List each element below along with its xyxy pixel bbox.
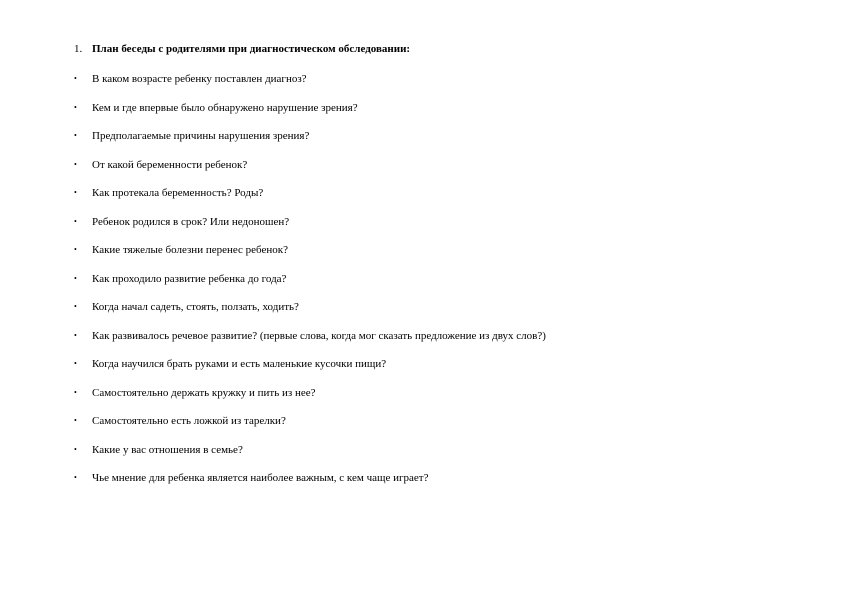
question-list (74, 73, 546, 501)
question-text: Когда научился брать руками и есть маленькие кусочки пищи? (92, 358, 387, 370)
bullet-icon: • (74, 387, 77, 397)
list-item (74, 159, 546, 188)
list-item (74, 358, 546, 387)
bullet-icon: • (74, 444, 77, 454)
question-text: Самостоятельно есть ложкой из тарелки? (92, 415, 286, 427)
bullet-icon: • (74, 473, 77, 482)
list-item (74, 273, 546, 302)
list-item (74, 187, 546, 216)
question-text: Ребенок родился в срок? Или недоношен? (92, 215, 290, 228)
list-item (74, 415, 546, 444)
list-item (74, 330, 546, 359)
list-item (74, 244, 546, 273)
question-text: В каком возрасте ребенку поставлен диагноз? (92, 73, 307, 85)
bullet-icon: • (74, 302, 77, 311)
list-item (74, 73, 546, 102)
bullet-icon: • (74, 159, 77, 169)
question-text: Когда начал садеть, стоять, ползать, ходить? (92, 301, 299, 313)
bullet-icon: • (74, 216, 77, 226)
bullet-icon: • (74, 359, 77, 368)
bullet-icon: • (74, 273, 77, 283)
list-item (74, 216, 546, 245)
question-text: Как развивалось речевое развитие? (первые слова, когда мог сказать предложение из двух слов?) (92, 329, 546, 342)
question-text: Кем и где впервые было обнаружено нарушение зрения? (92, 101, 358, 114)
question-text: Предполагаемые причины нарушения зрения? (92, 130, 310, 142)
bullet-icon: • (74, 188, 77, 197)
bullet-icon: • (74, 131, 77, 140)
bullet-icon: • (74, 416, 77, 425)
heading-number: 1. (74, 43, 83, 55)
question-text: Самостоятельно держать кружку и пить из нее? (92, 386, 316, 399)
question-text: Как проходило развитие ребенка до года? (92, 272, 287, 285)
heading-text: План беседы с родителями при диагностическом обследовании: (92, 43, 411, 55)
list-item (74, 301, 546, 330)
list-item (74, 444, 546, 473)
bullet-icon: • (74, 330, 77, 340)
bullet-icon: • (74, 102, 77, 112)
question-text: От какой беременности ребенок? (92, 158, 248, 171)
bullet-icon: • (74, 245, 77, 254)
document-heading (74, 43, 410, 55)
question-text: Какие у вас отношения в семье? (92, 443, 243, 456)
list-item (74, 102, 546, 131)
question-text: Как протекала беременность? Роды? (92, 187, 264, 199)
list-item (74, 472, 546, 501)
question-text: Какие тяжелые болезни перенес ребенок? (92, 244, 288, 256)
question-text: Чье мнение для ребенка является наиболее важным, с кем чаще играет? (92, 472, 429, 484)
list-item (74, 130, 546, 159)
list-item (74, 387, 546, 416)
bullet-icon: • (74, 74, 77, 83)
